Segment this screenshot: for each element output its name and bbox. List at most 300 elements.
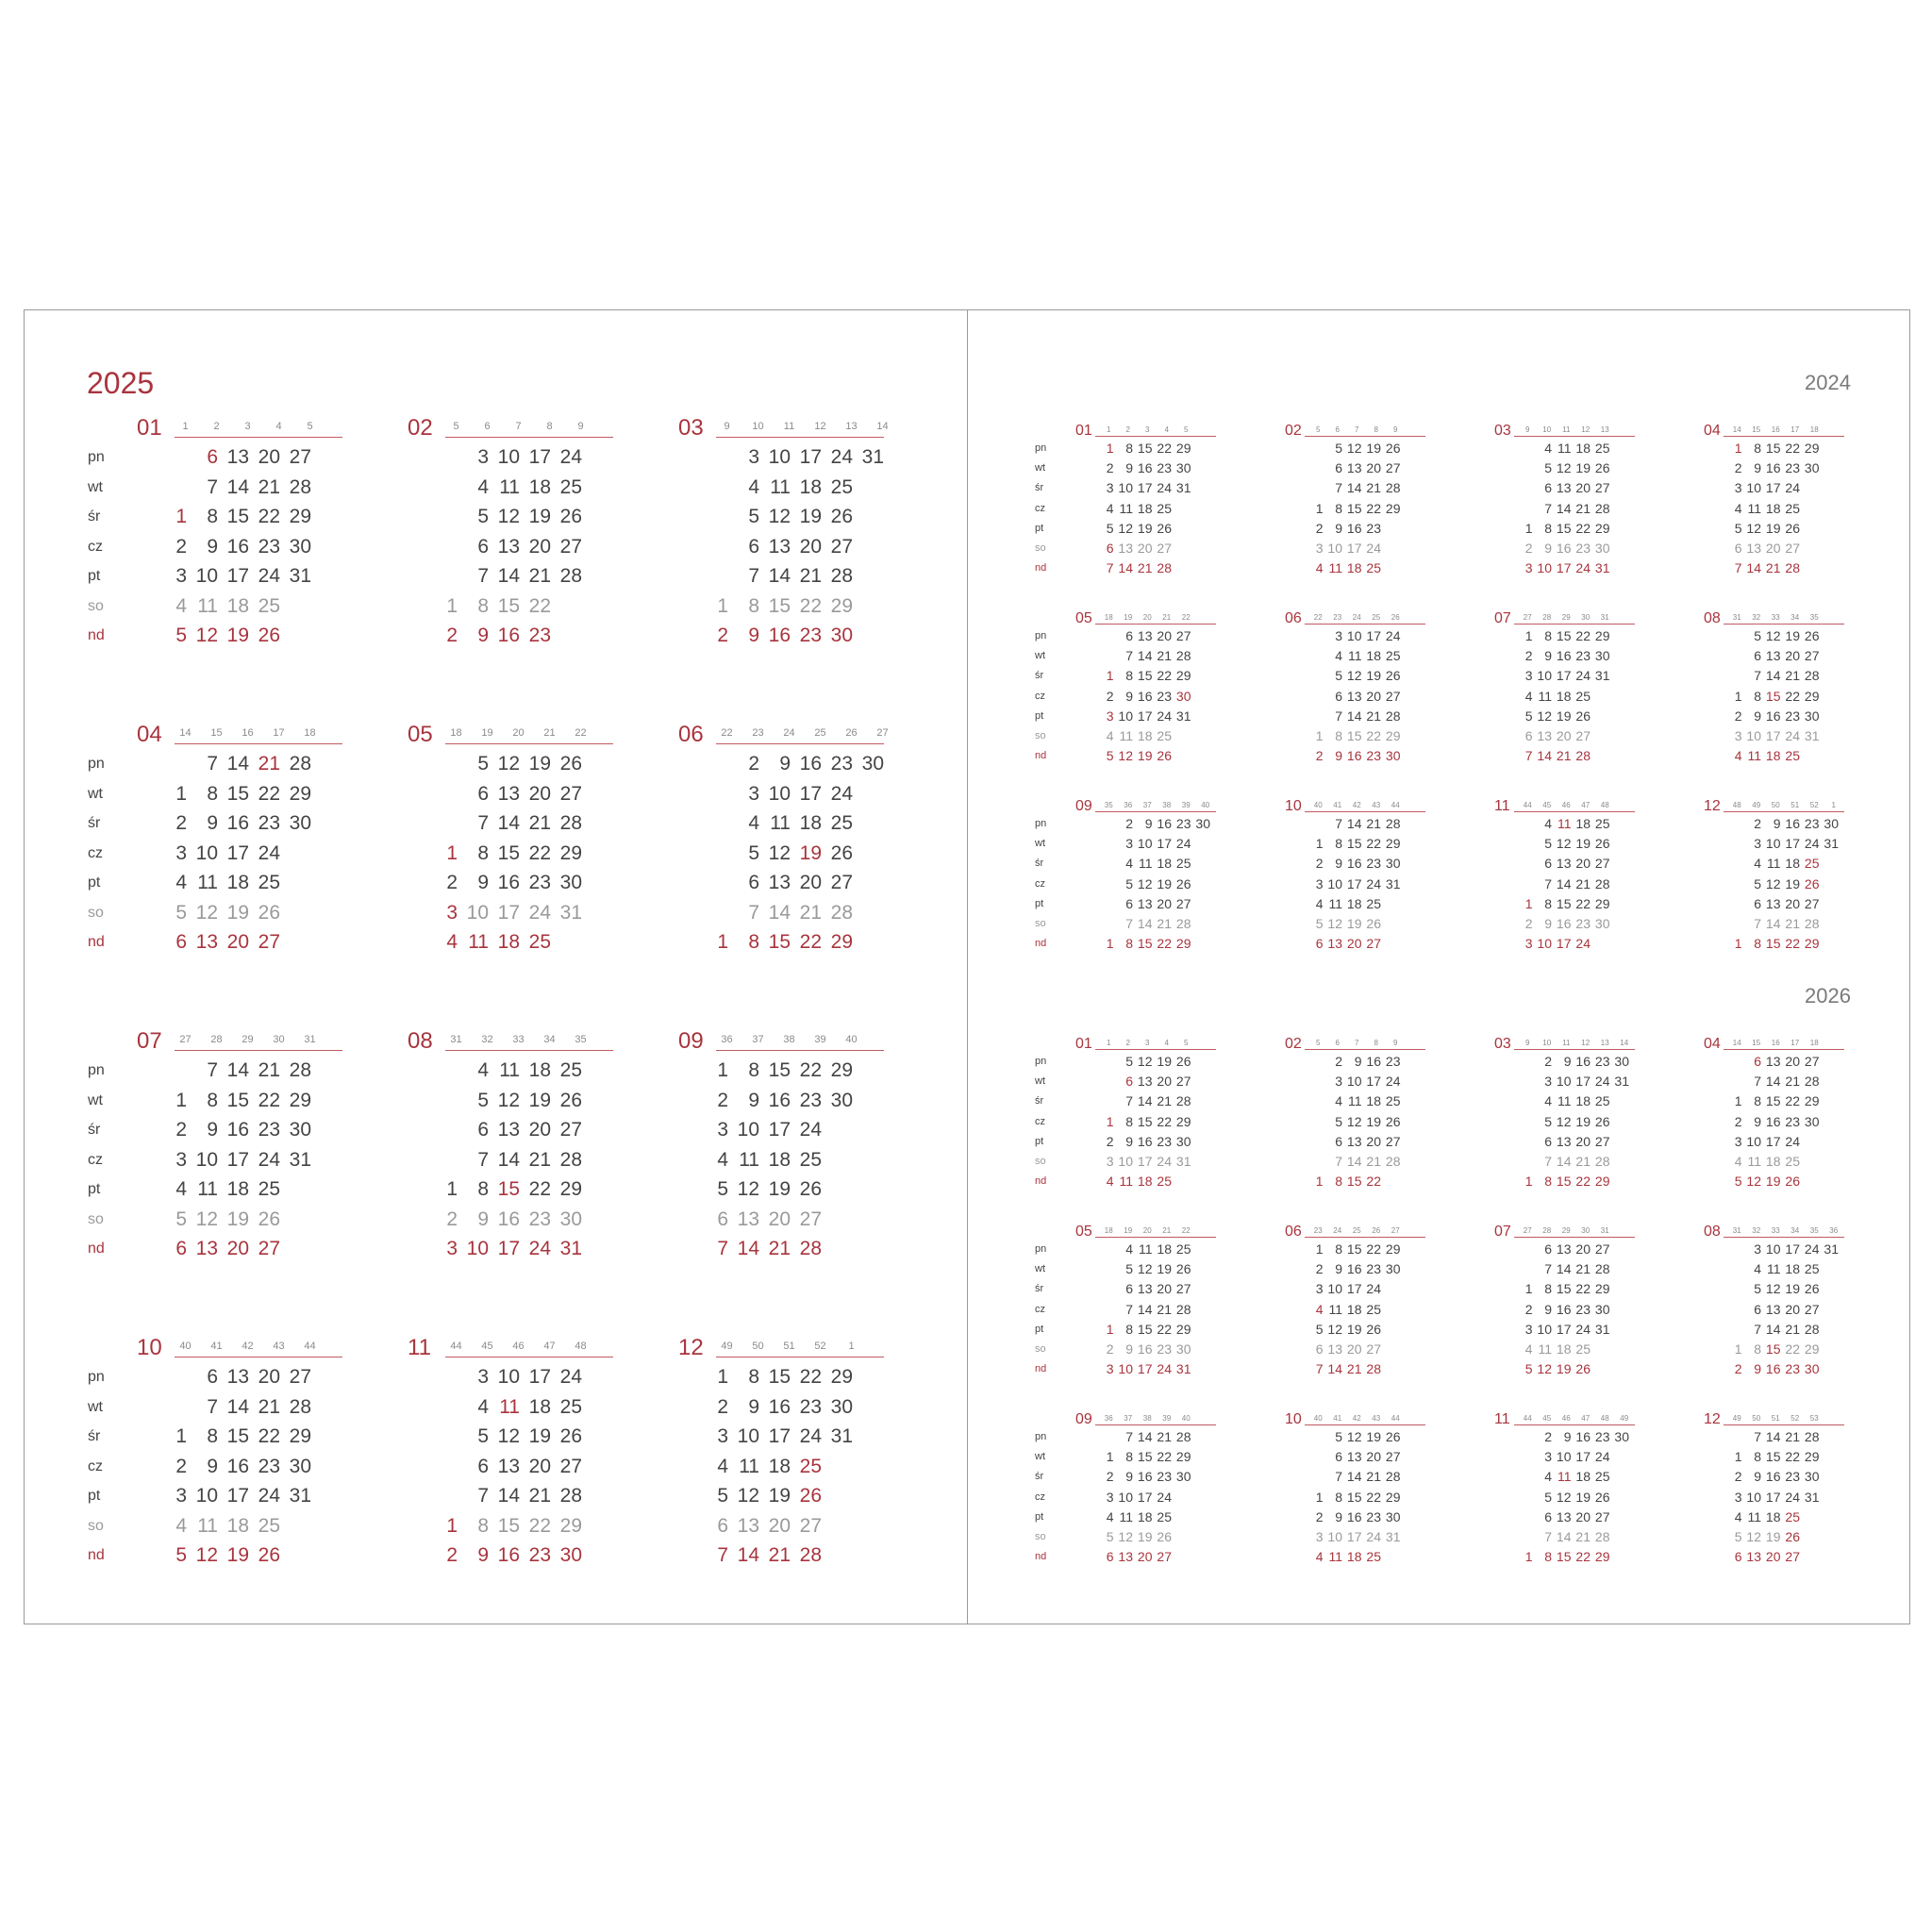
day-cell: 19 [768, 1485, 791, 1507]
day-cell: 10 [1556, 1449, 1572, 1465]
day-cell: 28 [559, 565, 582, 587]
day-cell: 12 [1746, 1529, 1761, 1544]
day-label-3: śr [1035, 1095, 1044, 1108]
week-number: 43 [273, 1341, 285, 1352]
day-cell: 1 [1734, 441, 1742, 456]
week-number: 34 [1790, 613, 1800, 622]
week-number: 9 [1525, 425, 1530, 434]
day-cell: 28 [1175, 1429, 1191, 1444]
week-number: 1 [848, 1341, 855, 1352]
week-number: 8 [1374, 425, 1378, 434]
day-label-2: wt [1035, 1451, 1045, 1463]
day-cell: 3 [175, 841, 187, 864]
day-cell: 7 [717, 1544, 728, 1566]
day-cell: 23 [528, 872, 551, 893]
day-cell: 13 [737, 1208, 759, 1230]
day-cell: 12 [737, 1485, 759, 1507]
day-cell: 12 [1556, 460, 1572, 476]
day-cell: 14 [1556, 1154, 1572, 1169]
day-cell: 18 [1785, 856, 1800, 872]
month-number: 04 [1704, 1036, 1721, 1052]
day-cell: 16 [1346, 856, 1362, 872]
week-number: 40 [1181, 1414, 1191, 1423]
day-cell: 7 [1544, 1529, 1552, 1544]
day-cell: 18 [1346, 560, 1362, 576]
day-cell: 25 [1594, 816, 1610, 831]
day-cell: 23 [1575, 1301, 1591, 1317]
day-label-6: so [88, 597, 104, 614]
day-cell: 18 [1346, 895, 1362, 911]
day-cell: 4 [1734, 1508, 1742, 1524]
day-cell: 8 [1125, 441, 1133, 456]
day-label-7: nd [1035, 562, 1047, 575]
day-cell: 23 [1785, 1469, 1800, 1485]
day-cell: 21 [1157, 1301, 1172, 1317]
day-cell: 31 [289, 565, 311, 587]
day-label-1: pn [88, 1062, 105, 1078]
day-cell: 25 [258, 1178, 280, 1200]
day-label-2: wt [1035, 650, 1045, 662]
day-cell: 27 [1385, 1133, 1401, 1149]
day-cell: 5 [1125, 1054, 1133, 1069]
day-cell: 29 [830, 1059, 853, 1081]
day-cell: 17 [1346, 1529, 1362, 1544]
day-cell: 7 [1125, 648, 1133, 664]
day-cell: 12 [768, 506, 791, 527]
day-cell: 1 [1106, 936, 1114, 952]
day-cell: 28 [1594, 1261, 1610, 1277]
day-cell: 27 [258, 1238, 280, 1259]
day-cell: 9 [1754, 1469, 1761, 1485]
day-cell: 6 [717, 1514, 728, 1537]
day-cell: 17 [799, 782, 822, 805]
day-cell: 4 [1315, 1549, 1324, 1565]
day-label-5: pt [1035, 709, 1044, 722]
day-cell: 16 [1785, 816, 1800, 831]
day-cell: 3 [1106, 1154, 1114, 1169]
month-number: 11 [408, 1335, 431, 1360]
month-number: 03 [678, 415, 704, 441]
day-cell: 5 [175, 1544, 187, 1566]
day-cell: 9 [1125, 1469, 1133, 1485]
day-cell: 23 [1385, 1054, 1401, 1069]
week-number: 23 [1333, 613, 1342, 622]
week-number: 29 [242, 1034, 254, 1045]
day-cell: 10 [1118, 1154, 1133, 1169]
day-cell: 24 [1575, 668, 1591, 684]
day-cell: 23 [1785, 460, 1800, 476]
day-cell: 20 [1575, 1241, 1591, 1257]
day-cell: 24 [1575, 1321, 1591, 1337]
month-rule [1724, 811, 1844, 812]
week-number: 44 [1391, 1414, 1400, 1423]
day-cell: 12 [1346, 668, 1362, 684]
day-cell: 11 [1328, 1301, 1342, 1317]
day-cell: 10 [768, 782, 791, 805]
day-cell: 19 [1785, 1281, 1800, 1297]
day-cell: 8 [477, 1514, 489, 1537]
day-cell: 27 [830, 535, 853, 558]
day-cell: 21 [1137, 560, 1153, 576]
day-cell: 29 [1385, 728, 1401, 743]
day-cell: 7 [1335, 1469, 1342, 1485]
day-cell: 17 [1575, 1449, 1591, 1465]
week-number: 41 [210, 1341, 223, 1352]
day-cell: 21 [528, 1148, 551, 1171]
day-cell: 1 [1734, 1341, 1742, 1357]
day-cell: 4 [1315, 560, 1324, 576]
day-cell: 25 [559, 475, 582, 498]
day-cell: 15 [1346, 728, 1362, 743]
day-cell: 13 [1765, 648, 1781, 664]
day-cell: 6 [1125, 1074, 1133, 1090]
day-cell: 7 [1754, 1074, 1761, 1090]
day-cell: 13 [497, 782, 520, 805]
day-cell: 16 [1137, 688, 1153, 704]
day-cell: 7 [207, 1395, 218, 1418]
month-number: 05 [1075, 610, 1092, 626]
day-cell: 21 [1366, 1154, 1381, 1169]
day-cell: 13 [1746, 541, 1761, 556]
day-cell: 25 [1785, 1508, 1800, 1524]
day-cell: 13 [1556, 1133, 1572, 1149]
day-cell: 24 [1157, 480, 1172, 496]
week-number: 50 [752, 1341, 764, 1352]
day-cell: 27 [1804, 1054, 1820, 1069]
week-number: 52 [1809, 801, 1819, 809]
day-cell: 7 [477, 812, 489, 834]
day-cell: 10 [737, 1425, 759, 1447]
day-cell: 6 [207, 1366, 218, 1388]
day-cell: 19 [1785, 875, 1800, 891]
day-cell: 28 [1785, 560, 1800, 576]
day-label-2: wt [1035, 838, 1045, 850]
day-cell: 27 [1785, 541, 1800, 556]
day-cell: 20 [1575, 1508, 1591, 1524]
month-rule [1514, 1237, 1635, 1238]
day-cell: 19 [1157, 1261, 1172, 1277]
day-cell: 25 [1366, 560, 1381, 576]
day-cell: 14 [1556, 500, 1572, 516]
week-number: 6 [1335, 1039, 1340, 1047]
day-cell: 1 [446, 1514, 458, 1537]
day-cell: 4 [1335, 1093, 1342, 1109]
day-cell: 26 [1575, 1361, 1591, 1377]
day-cell: 13 [1765, 895, 1781, 911]
day-label-2: wt [88, 1091, 103, 1108]
day-cell: 26 [258, 1208, 280, 1230]
day-cell: 2 [175, 812, 187, 834]
day-cell: 15 [1765, 1341, 1781, 1357]
day-cell: 27 [559, 1119, 582, 1141]
day-cell: 14 [1137, 1429, 1153, 1444]
day-cell: 14 [1346, 1469, 1362, 1485]
day-cell: 26 [1366, 916, 1381, 931]
day-cell: 2 [1544, 1054, 1552, 1069]
day-cell: 16 [1137, 1133, 1153, 1149]
week-number: 15 [210, 727, 223, 739]
day-cell: 17 [528, 1366, 551, 1388]
day-cell: 6 [1524, 728, 1533, 743]
day-cell: 7 [477, 565, 489, 587]
day-cell: 22 [1157, 1449, 1172, 1465]
day-cell: 10 [1118, 1361, 1133, 1377]
day-cell: 6 [1335, 460, 1342, 476]
day-cell: 13 [1137, 628, 1153, 643]
day-cell: 18 [768, 1148, 791, 1171]
day-cell: 31 [1594, 560, 1610, 576]
day-cell: 13 [1556, 480, 1572, 496]
day-cell: 26 [1385, 668, 1401, 684]
week-number: 1 [1831, 801, 1836, 809]
day-cell: 14 [1765, 668, 1781, 684]
week-number: 42 [1352, 1414, 1361, 1423]
day-cell: 27 [1594, 1508, 1610, 1524]
day-cell: 30 [1385, 1508, 1401, 1524]
day-cell: 20 [1157, 628, 1172, 643]
day-cell: 6 [1754, 895, 1761, 911]
day-cell: 16 [1575, 1054, 1591, 1069]
day-cell: 1 [1734, 688, 1742, 704]
day-cell: 1 [1106, 441, 1114, 456]
day-cell: 17 [768, 1119, 791, 1141]
day-cell: 25 [258, 872, 280, 893]
day-cell: 29 [1594, 628, 1610, 643]
day-cell: 21 [1556, 748, 1572, 764]
week-number: 5 [307, 421, 313, 432]
day-cell: 17 [226, 1485, 249, 1507]
day-cell: 26 [1157, 748, 1172, 764]
day-cell: 28 [289, 1059, 311, 1081]
day-cell: 25 [1594, 1093, 1610, 1109]
day-cell: 10 [1765, 1241, 1781, 1257]
day-cell: 12 [1765, 628, 1781, 643]
day-cell: 2 [1734, 1469, 1742, 1485]
day-cell: 27 [1594, 1133, 1610, 1149]
day-label-2: wt [88, 1398, 103, 1415]
day-label-6: so [1035, 918, 1046, 929]
week-number: 52 [1790, 1414, 1800, 1423]
day-cell: 27 [1594, 1241, 1610, 1257]
day-cell: 22 [1575, 1174, 1591, 1190]
day-cell: 9 [1125, 1341, 1133, 1357]
week-number: 43 [1372, 1414, 1381, 1423]
day-cell: 25 [1594, 1469, 1610, 1485]
day-cell: 22 [1785, 441, 1800, 456]
week-number: 40 [1201, 801, 1210, 809]
day-cell: 2 [717, 625, 728, 646]
day-cell: 12 [1537, 1361, 1552, 1377]
day-label-5: pt [88, 874, 101, 891]
week-number: 50 [1771, 801, 1780, 809]
day-cell: 25 [799, 1148, 822, 1171]
week-number: 4 [1164, 425, 1169, 434]
week-number: 28 [210, 1034, 223, 1045]
day-cell: 10 [1746, 728, 1761, 743]
week-number: 2 [213, 421, 220, 432]
day-cell: 2 [1335, 1054, 1342, 1069]
week-number: 2 [1125, 1039, 1130, 1047]
day-cell: 5 [1754, 1281, 1761, 1297]
day-cell: 21 [1575, 1154, 1591, 1169]
day-cell: 26 [1175, 1054, 1191, 1069]
week-number: 18 [1104, 1226, 1113, 1235]
day-cell: 9 [477, 872, 489, 893]
day-cell: 8 [207, 1089, 218, 1111]
day-cell: 9 [477, 1208, 489, 1230]
week-number: 36 [1829, 1226, 1839, 1235]
day-cell: 14 [226, 753, 249, 774]
day-cell: 4 [1544, 441, 1552, 456]
day-cell: 2 [1734, 1361, 1742, 1377]
day-cell: 25 [559, 1059, 582, 1081]
day-label-2: wt [88, 785, 103, 802]
day-cell: 17 [1556, 936, 1572, 952]
day-cell: 7 [1335, 816, 1342, 831]
day-cell: 12 [1118, 1529, 1133, 1544]
day-cell: 14 [226, 1059, 249, 1081]
week-number: 27 [1523, 1226, 1532, 1235]
day-cell: 11 [1557, 816, 1572, 831]
week-number: 26 [1391, 613, 1400, 622]
day-cell: 31 [1175, 480, 1191, 496]
day-cell: 19 [226, 1208, 249, 1230]
day-label-7: nd [88, 1241, 105, 1257]
day-cell: 13 [1346, 460, 1362, 476]
day-cell: 4 [1734, 748, 1742, 764]
day-cell: 21 [258, 1395, 280, 1418]
day-cell: 17 [1575, 1074, 1591, 1090]
month-number: 05 [1075, 1224, 1092, 1240]
day-label-7: nd [1035, 938, 1047, 950]
week-number: 37 [1142, 801, 1152, 809]
day-cell: 24 [799, 1119, 822, 1141]
day-cell: 26 [1804, 628, 1820, 643]
day-cell: 9 [1125, 688, 1133, 704]
day-cell: 16 [226, 535, 249, 558]
day-cell: 15 [1765, 1449, 1781, 1465]
day-cell: 26 [1157, 1529, 1172, 1544]
month-rule [716, 1050, 884, 1051]
week-number: 20 [1142, 613, 1152, 622]
day-cell: 21 [799, 901, 822, 924]
day-cell: 15 [1346, 836, 1362, 852]
day-cell: 9 [748, 625, 759, 646]
day-cell: 20 [258, 446, 280, 468]
day-cell: 24 [1366, 1529, 1381, 1544]
day-cell: 3 [1734, 1133, 1742, 1149]
week-number: 30 [273, 1034, 285, 1045]
day-cell: 3 [717, 1119, 728, 1141]
day-cell: 9 [477, 1544, 489, 1566]
day-cell: 24 [1785, 1489, 1800, 1505]
day-cell: 7 [1106, 560, 1114, 576]
day-cell: 18 [799, 812, 822, 834]
day-cell: 17 [1366, 628, 1381, 643]
day-cell: 17 [226, 1148, 249, 1171]
day-cell: 11 [770, 475, 791, 498]
day-cell: 15 [1346, 1241, 1362, 1257]
day-cell: 3 [1544, 1449, 1552, 1465]
day-cell: 1 [1734, 936, 1742, 952]
week-number: 9 [577, 421, 584, 432]
day-cell: 14 [1137, 916, 1153, 931]
day-cell: 31 [1385, 1529, 1401, 1544]
day-cell: 19 [1765, 520, 1781, 536]
day-cell: 18 [1765, 500, 1781, 516]
day-cell: 22 [1157, 441, 1172, 456]
day-cell: 11 [1557, 1469, 1572, 1485]
day-cell: 3 [175, 1485, 187, 1507]
day-cell: 5 [1335, 441, 1342, 456]
day-cell: 9 [1563, 1054, 1572, 1069]
day-cell: 2 [1315, 1508, 1324, 1524]
day-cell: 15 [1137, 441, 1153, 456]
day-cell: 22 [1366, 500, 1381, 516]
day-cell: 10 [1118, 480, 1133, 496]
day-label-7: nd [88, 627, 105, 643]
day-cell: 18 [1556, 1341, 1572, 1357]
day-cell: 20 [768, 1208, 791, 1230]
day-cell: 11 [1557, 1093, 1572, 1109]
day-cell: 23 [258, 1119, 280, 1141]
week-number: 18 [450, 727, 462, 739]
day-cell: 21 [1785, 1321, 1800, 1337]
day-cell: 13 [497, 535, 520, 558]
day-cell: 30 [1804, 460, 1820, 476]
week-number: 1 [1107, 425, 1111, 434]
day-cell: 30 [289, 1455, 311, 1477]
day-cell: 19 [1157, 875, 1172, 891]
week-number: 15 [1752, 425, 1761, 434]
day-cell: 1 [1734, 1093, 1742, 1109]
day-label-4: cz [1035, 502, 1045, 514]
day-cell: 8 [477, 1178, 489, 1200]
day-cell: 3 [477, 1366, 489, 1388]
day-cell: 4 [175, 872, 187, 893]
day-cell: 29 [830, 931, 853, 953]
month-rule [175, 437, 342, 438]
day-cell: 21 [1157, 916, 1172, 931]
day-cell: 21 [1346, 1361, 1362, 1377]
day-cell: 29 [1175, 936, 1191, 952]
day-cell: 13 [195, 1238, 218, 1259]
day-cell: 7 [477, 1485, 489, 1507]
day-cell: 5 [1544, 1489, 1552, 1505]
day-cell: 11 [1328, 895, 1342, 911]
day-cell: 4 [477, 1059, 489, 1081]
day-cell: 3 [1524, 1321, 1533, 1337]
day-cell: 1 [175, 782, 187, 805]
day-cell: 8 [1544, 628, 1552, 643]
day-cell: 21 [1157, 1429, 1172, 1444]
day-cell: 7 [1125, 1429, 1133, 1444]
day-cell: 13 [497, 1119, 520, 1141]
day-cell: 7 [1315, 1361, 1324, 1377]
day-cell: 29 [1175, 1449, 1191, 1465]
day-cell: 2 [446, 1544, 458, 1566]
day-cell: 17 [1765, 728, 1781, 743]
day-cell: 5 [477, 1425, 489, 1447]
week-number: 3 [1145, 425, 1150, 434]
month-number: 06 [1285, 1224, 1302, 1240]
day-cell: 4 [1106, 1508, 1114, 1524]
day-cell: 27 [1785, 1549, 1800, 1565]
day-cell: 10 [1327, 875, 1342, 891]
day-cell: 25 [258, 594, 280, 617]
day-cell: 10 [1556, 1074, 1572, 1090]
day-cell: 25 [258, 1514, 280, 1537]
